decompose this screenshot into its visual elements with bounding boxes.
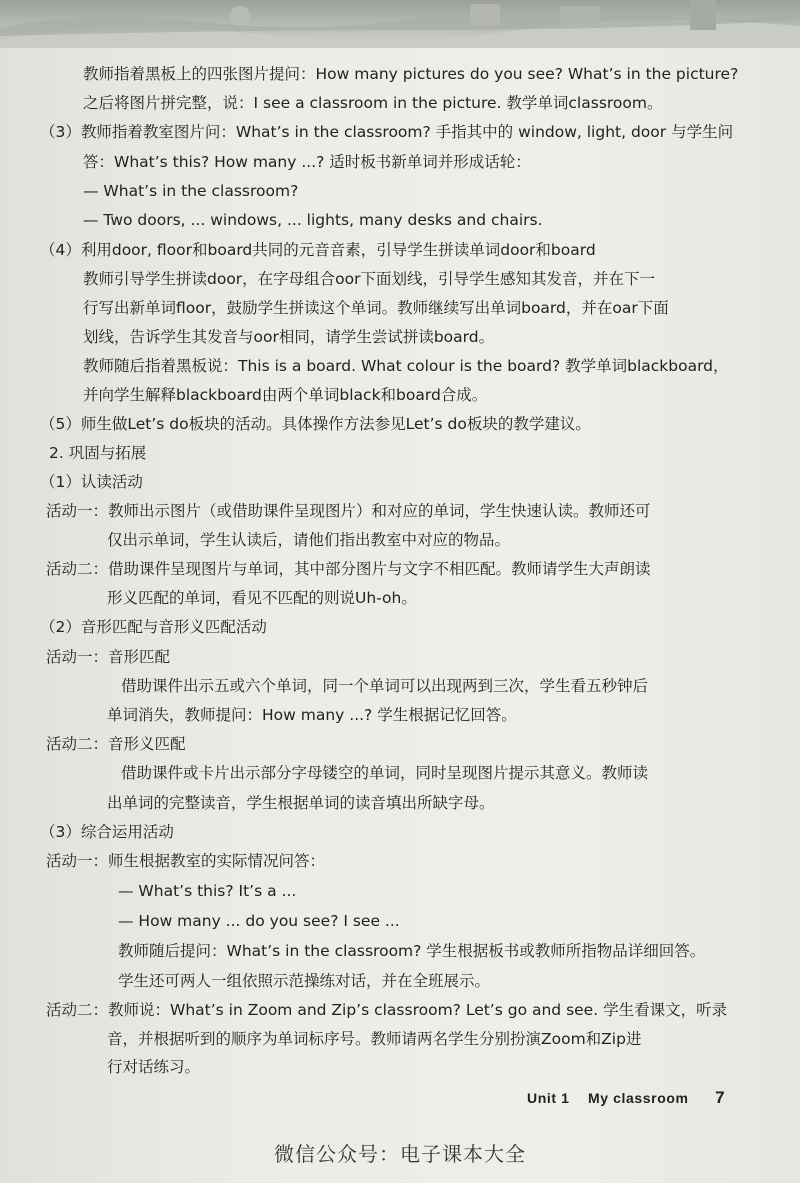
watermark: 微信公众号：电子课本大全 (274, 1142, 526, 1166)
text-line: 活动二：教师说：What’s in Zoom and Zip’s classroom? Let’s go and see. 学生看课文，听录 (46, 1001, 728, 1019)
text-line: 行对话练习。 (107, 1058, 201, 1076)
text-line: 学生还可两人一组依照示范操练对话，并在全班展示。 (118, 972, 491, 990)
text-line: — What’s in the classroom? (83, 182, 299, 200)
text-line: （1）认读活动 (40, 473, 143, 491)
footer-unit: Unit 1 (527, 1090, 570, 1106)
text-line: 划线，告诉学生其发音与oor相同，请学生尝试拼读board。 (83, 328, 495, 346)
text-line: （3）教师指着教室图片问：What’s in the classroom? 手指其中的 window, light, door 与学生问 (40, 123, 734, 141)
text-line: 形义匹配的单词，看见不匹配的则说Uh-oh。 (107, 589, 417, 607)
text-line: 之后将图片拼完整，说：I see a classroom in the picture. 教学单词classroom。 (83, 94, 663, 112)
text-line: （3）综合运用活动 (40, 823, 174, 841)
text-line: — Two doors, ... windows, ... lights, many desks and chairs. (83, 211, 543, 229)
text-line: 出单词的完整读音，学生根据单词的读音填出所缺字母。 (107, 794, 495, 812)
footer-title: My classroom (588, 1090, 689, 1106)
text-line: 仅出示单词，学生认读后，请他们指出教室中对应的物品。 (107, 531, 511, 549)
text-line: （5）师生做Let’s do板块的活动。具体操作方法参见Let’s do板块的教学建议。 (40, 415, 591, 433)
text-line: 教师随后提问：What’s in the classroom? 学生根据板书或教师所指物品详细回答。 (118, 942, 706, 960)
page-number: 7 (715, 1088, 726, 1107)
text-line: 借助课件出示五或六个单词，同一个单词可以出现两到三次，学生看五秒钟后 (121, 677, 649, 695)
top-banner-illustration (0, 0, 800, 48)
section-heading: 2. 巩固与拓展 (49, 444, 147, 462)
text-line: 并向学生解释blackboard由两个单词black和board合成。 (83, 386, 488, 404)
text-line: 活动二：音形义匹配 (46, 735, 186, 753)
text-line: 活动一：教师出示图片（或借助课件呈现图片）和对应的单词，学生快速认读。教师还可 (46, 502, 651, 520)
text-line: 活动一：音形匹配 (46, 648, 171, 666)
text-line: （4）利用door, floor和board共同的元音音素，引导学生拼读单词door和board (40, 241, 596, 259)
text-line: 教师随后指着黑板说：This is a board. What colour is the board? 教学单词blackboard， (83, 357, 729, 375)
text-line: 教师指着黑板上的四张图片提问：How many pictures do you see? What’s in the picture? (83, 65, 739, 83)
text-line: 答：What’s this? How many ...? 适时板书新单词并形成话轮： (83, 153, 531, 171)
text-line: 单词消失，教师提问：How many ...? 学生根据记忆回答。 (107, 706, 517, 724)
page-footer (527, 1088, 725, 1108)
text-line: （2）音形匹配与音形义匹配活动 (40, 618, 267, 636)
text-line: 教师引导学生拼读door，在字母组合oor下面划线，引导学生感知其发音，并在下一 (83, 270, 656, 288)
text-line: 活动二：借助课件呈现图片与单词，其中部分图片与文字不相匹配。教师请学生大声朗读 (46, 560, 651, 578)
text-line: 借助课件或卡片出示部分字母镂空的单词，同时呈现图片提示其意义。教师读 (121, 764, 649, 782)
text-line: — How many ... do you see? I see ... (118, 912, 400, 930)
text-line: 行写出新单词floor，鼓励学生拼读这个单词。教师继续写出单词board，并在oar下面 (83, 299, 669, 317)
text-line: 音，并根据听到的顺序为单词标序号。教师请两名学生分别扮演Zoom和Zip进 (107, 1030, 642, 1048)
text-line: 活动一：师生根据教室的实际情况问答： (46, 852, 326, 870)
text-line: — What’s this? It’s a ... (118, 882, 297, 900)
